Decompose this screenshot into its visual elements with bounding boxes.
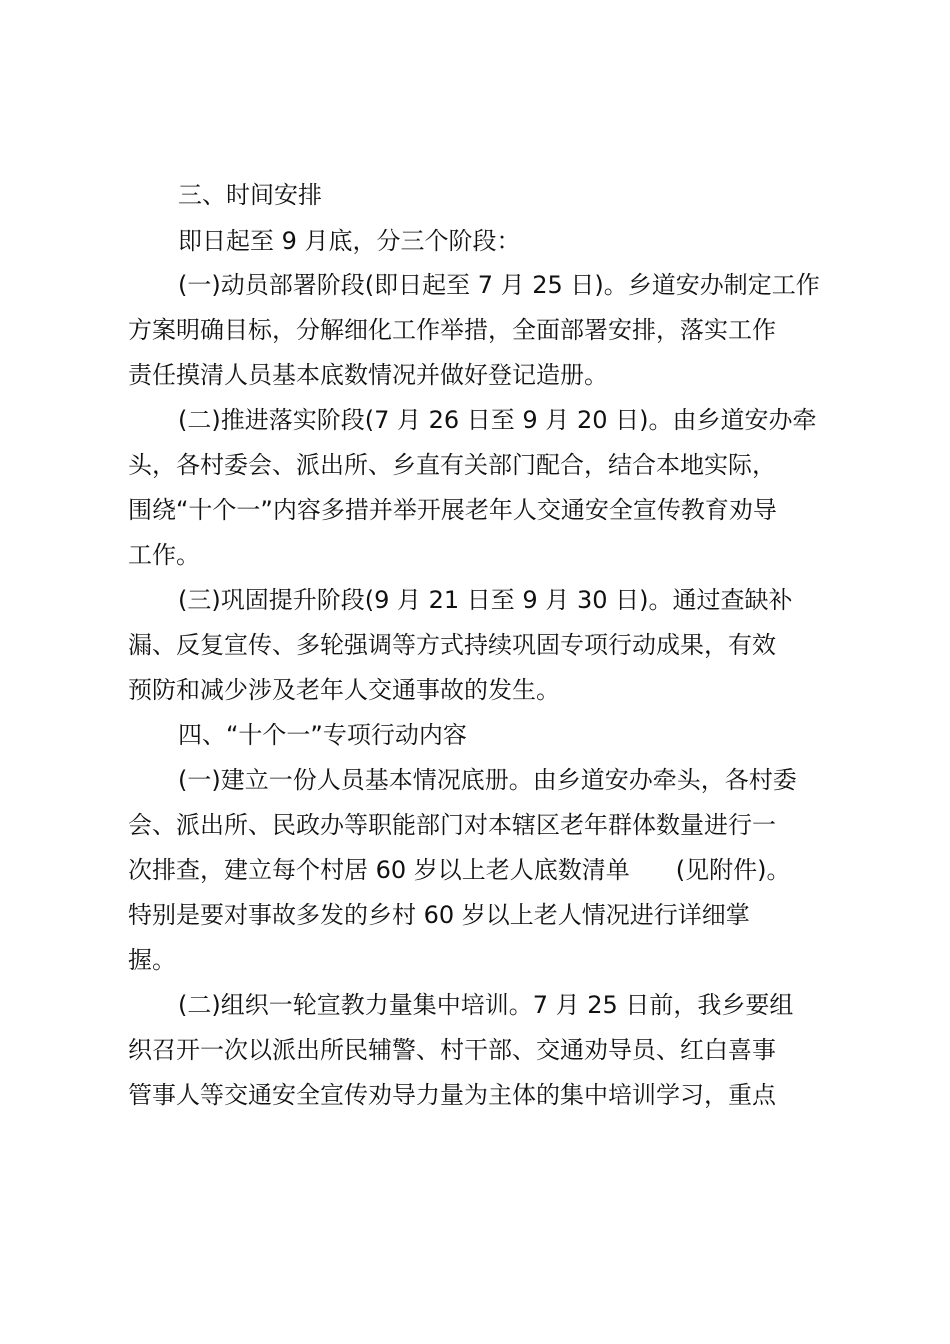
paragraph-line: 工作。 (128, 541, 200, 569)
paragraph-text: (见附件)。 (675, 856, 791, 884)
paragraph-line: 会、派出所、民政办等职能部门对本辖区老年群体数量进行一 (128, 811, 776, 839)
paragraph-line: 方案明确目标，分解细化工作举措，全面部署安排，落实工作 (128, 316, 776, 344)
paragraph-line: (一)动员部署阶段(即日起至 7 月 25 日)。乡道安办制定工作 (178, 271, 820, 299)
paragraph-line: (二)推进落实阶段(7 月 26 日至 9 月 20 日)。由乡道安办牵 (178, 406, 817, 434)
paragraph-line: 特别是要对事故多发的乡村 60 岁以上老人情况进行详细掌 (128, 901, 750, 929)
paragraph-line: 头，各村委会、派出所、乡直有关部门配合，结合本地实际， (128, 451, 776, 479)
paragraph-line: (一)建立一份人员基本情况底册。由乡道安办牵头，各村委 (178, 766, 797, 794)
paragraph-line: (二)组织一轮宣教力量集中培训。7 月 25 日前，我乡要组 (178, 991, 794, 1019)
paragraph-line: 握。 (128, 946, 176, 974)
paragraph-line: 即日起至 9 月底，分三个阶段： (178, 227, 521, 255)
paragraph-line: 围绕“十个一”内容多措并举开展老年人交通安全宣传教育劝导 (128, 496, 777, 524)
paragraph-line (128, 855, 791, 885)
paragraph-text: 次排查，建立每个村居 60 岁以上老人底数清单 (128, 856, 630, 884)
paragraph-line: 预防和减少涉及老年人交通事故的发生。 (128, 676, 560, 704)
paragraph-line: 管事人等交通安全宣传劝导力量为主体的集中培训学习，重点 (128, 1081, 776, 1109)
section-heading-schedule: 三、时间安排 (178, 181, 322, 209)
section-heading-actions: 四、“十个一”专项行动内容 (178, 721, 467, 749)
paragraph-line: 织召开一次以派出所民辅警、村干部、交通劝导员、红白喜事 (128, 1036, 776, 1064)
paragraph-line: (三)巩固提升阶段(9 月 21 日至 9 月 30 日)。通过查缺补 (178, 586, 793, 614)
paragraph-line: 责任摸清人员基本底数情况并做好登记造册。 (128, 361, 608, 389)
paragraph-line: 漏、反复宣传、多轮强调等方式持续巩固专项行动成果，有效 (128, 631, 776, 659)
